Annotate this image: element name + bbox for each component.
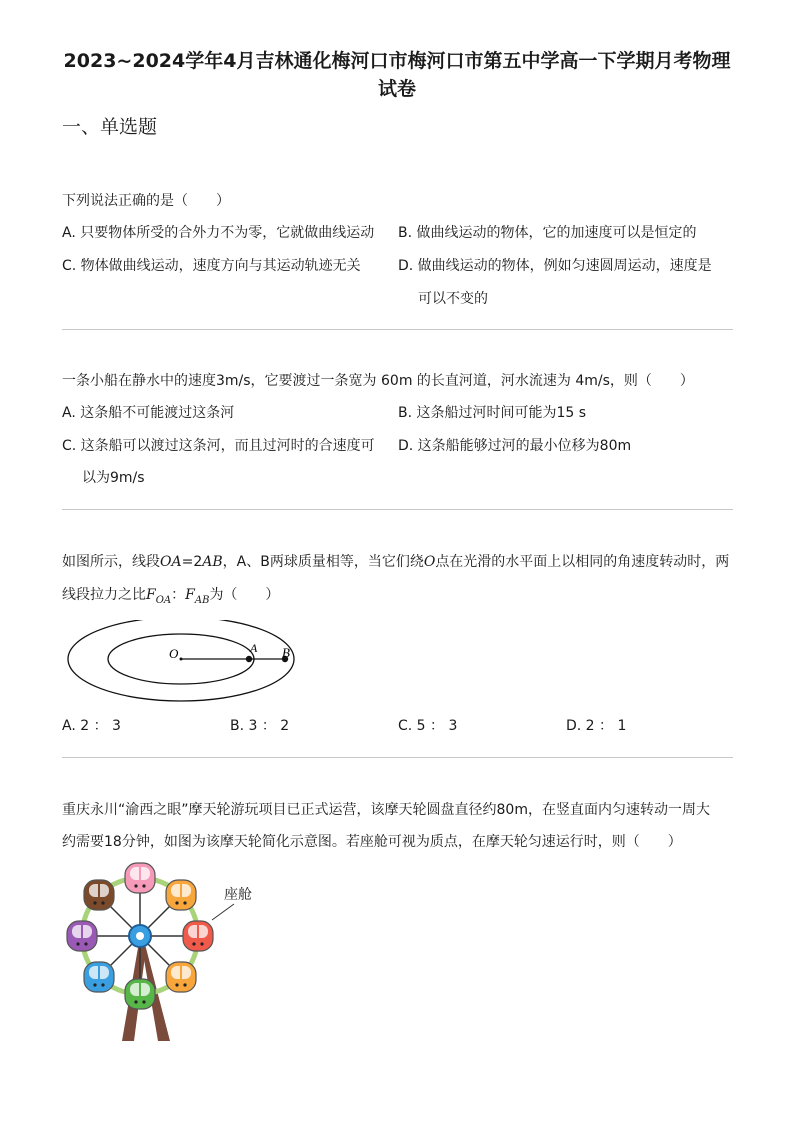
q3-f: F [185,587,195,603]
cabin-eye [101,983,104,986]
page-title-line1: 2023~2024学年4月吉林通化梅河口市梅河口市第五中学高一下学期月考物理 [63,50,731,72]
q2-option-a[interactable]: A. 这条船不可能渡过这条河 [62,405,235,421]
question-4-stem: 重庆永川“渝西之眼”摩天轮游玩项目已正式运营，该摩天轮圆盘直径约80m，在竖直面内匀速转动一周大 [62,802,710,818]
q1-option-d-cont: 可以不变的 [418,291,488,307]
q3-sub-ab: AB [194,594,210,606]
q3-stem-part: 点在光滑的水平面上以相同的角速度转动时，两 [435,554,730,570]
question-1-stem: 下列说法正确的是（ ） [62,193,230,209]
cabin-eye [192,942,195,945]
cabin-eye [183,901,186,904]
hub-center [136,932,144,940]
cabin-eye [142,884,145,887]
question-3-stem-line2 [62,585,279,611]
q3-eq: =2 [181,554,203,570]
cabin [67,921,97,951]
cabin [125,863,155,893]
q3-var-ab: AB [202,554,223,570]
cabin-eye [93,901,96,904]
cabin-eye [101,901,104,904]
cabin [84,962,114,992]
q1-option-b[interactable]: B. 做曲线运动的物体，它的加速度可以是恒定的 [398,225,697,241]
q2-option-b[interactable]: B. 这条船过河时间可能为15 s [398,405,587,421]
divider [62,329,733,330]
cabin-eye [84,942,87,945]
label-pointer [212,904,234,920]
question-3-stem [62,552,729,572]
q3-stem-part: 如图所示，线段 [62,554,160,570]
cabin [183,921,213,951]
label-a: A [250,641,258,655]
q3-colon: ： [171,587,186,603]
divider [62,757,733,758]
question-2-stem: 一条小船在静水中的速度3m/s，它要渡过一条宽为 60m 的长直河道，河水流速为 4m/s，则（ ） [62,373,694,389]
q2-option-c[interactable]: C. 这条船可以渡过这条河，而且过河时的合速度可 [62,438,375,454]
question-4-stem-line2: 约需要18分钟，如图为该摩天轮简化示意图。若座舱可视为质点，在摩天轮匀速运行时，则（ ） [62,834,682,850]
cabin [166,880,196,910]
q2-option-c-cont: 以为9m/s [82,470,145,486]
q3-stem-part: ，A、B两球质量相等，当它们绕 [222,554,424,570]
cabin-label: 座舱 [224,888,252,903]
label-b: B [282,645,290,660]
q3-option-c[interactable]: C. 5 ： 3 [398,718,458,734]
cabin-eye [142,1000,145,1003]
q3-force-ab [185,587,210,606]
divider [62,509,733,510]
q3-sub-oa: OA [155,594,172,606]
q3-f: F [146,587,156,603]
page-title-line2: 试卷 [377,78,416,100]
q3-option-b[interactable]: B. 3 ： 2 [230,718,290,734]
section-heading: 一、单选题 [62,116,158,138]
q3-orbit-figure [60,620,310,710]
q1-option-a[interactable]: A. 只要物体所受的合外力不为零，它就做曲线运动 [62,225,375,241]
cabin-eye [200,942,203,945]
q3-stem-part: 为（ ） [209,587,280,603]
q3-option-a[interactable]: A. 2 ： 3 [62,718,121,734]
cabin-eye [175,901,178,904]
q3-var-oa: OA [160,554,182,570]
cabin-eye [134,1000,137,1003]
center-point [180,658,183,661]
cabin-eye [76,942,79,945]
cabin-eye [134,884,137,887]
label-o: O [169,646,179,661]
q1-option-c[interactable]: C. 物体做曲线运动，速度方向与其运动轨迹无关 [62,258,361,274]
cabin [84,880,114,910]
q3-option-d[interactable]: D. 2 ： 1 [566,718,627,734]
cabin [125,979,155,1009]
q3-stem-part: 线段拉力之比 [62,587,146,603]
q3-var-o: O [423,554,436,570]
q1-option-d[interactable]: D. 做曲线运动的物体，例如匀速圆周运动，速度是 [398,258,712,274]
cabin-eye [183,983,186,986]
ball-a [246,656,252,662]
ferris-wheel-figure [58,858,268,1048]
q3-force-oa [146,587,172,606]
q2-option-d[interactable]: D. 这条船能够过河的最小位移为80m [398,438,632,454]
cabin-eye [93,983,96,986]
cabin-eye [175,983,178,986]
cabin [166,962,196,992]
